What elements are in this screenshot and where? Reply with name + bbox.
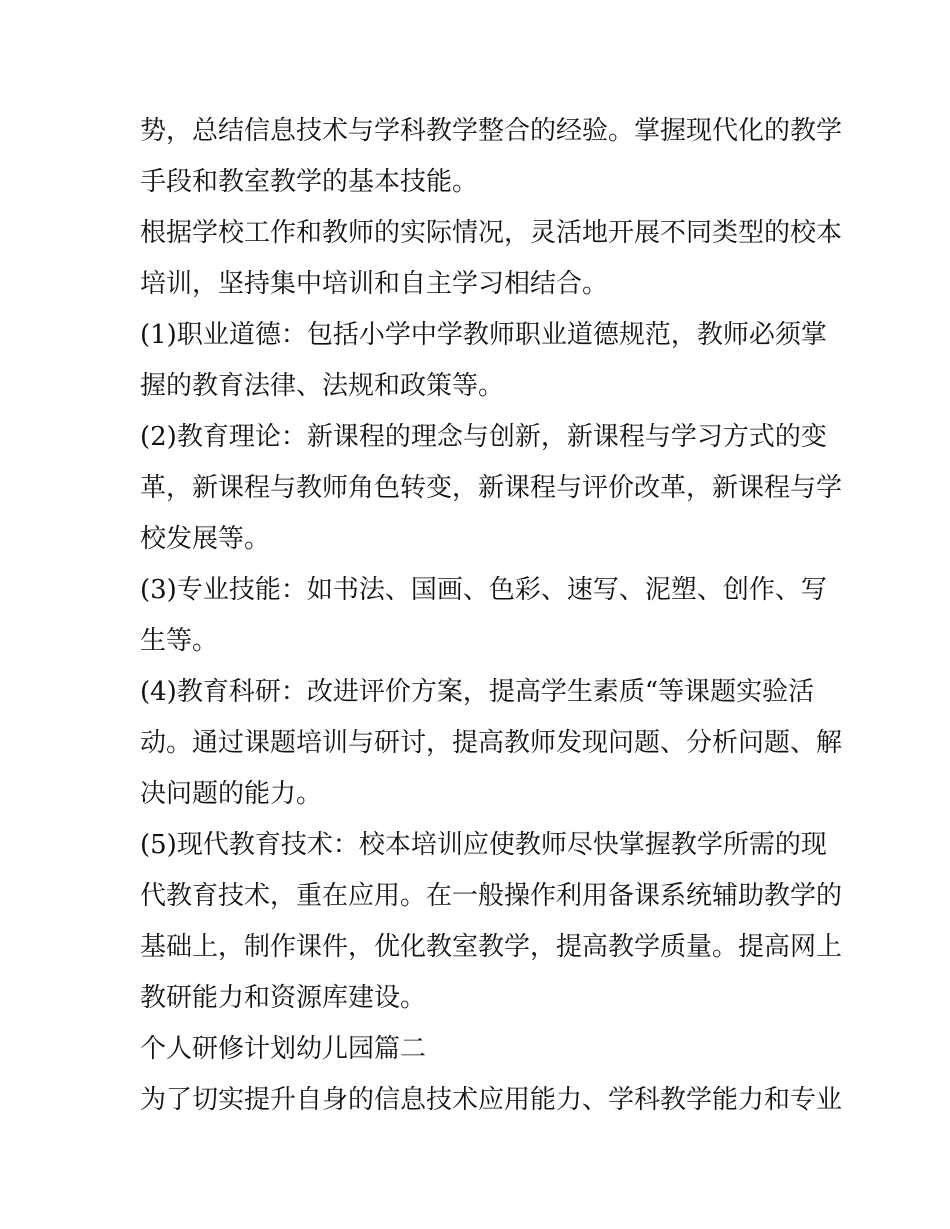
text-line: 生等。 bbox=[140, 626, 219, 656]
text-line: (4)教育科研：改进评价方案，提高学生素质“等课题实验活 bbox=[140, 677, 815, 707]
text-line: (5)现代教育技术：校本培训应使教师尽快掌握教学所需的现 bbox=[140, 830, 827, 860]
text-line: 校发展等。 bbox=[140, 524, 271, 554]
text-line: (3)专业技能：如书法、国画、色彩、速写、泥塑、创作、写 bbox=[140, 575, 827, 605]
text-line: (1)职业道德：包括小学中学教师职业道德规范，教师必须掌 bbox=[140, 320, 827, 350]
text-line: 代教育技术，重在应用。在一般操作利用备课系统辅助教学的 bbox=[140, 881, 843, 911]
text-line: 握的教育法律、法规和政策等。 bbox=[140, 371, 505, 401]
text-line: 根据学校工作和教师的实际情况，灵活地开展不同类型的校本 bbox=[140, 218, 843, 248]
text-line: 基础上，制作课件，优化教室教学，提高教学质量。提高网上 bbox=[140, 932, 843, 962]
text-line: 培训，坚持集中培训和自主学习相结合。 bbox=[140, 269, 609, 299]
text-line: (2)教育理论：新课程的理念与创新，新课程与学习方式的变 bbox=[140, 422, 827, 452]
text-line: 动。通过课题培训与研讨，提高教师发现问题、分析问题、解 bbox=[140, 728, 843, 758]
text-line: 势，总结信息技术与学科教学整合的经验。掌握现代化的教学 bbox=[140, 116, 843, 146]
text-line: 为了切实提升自身的信息技术应用能力、学科教学能力和专业 bbox=[140, 1085, 843, 1115]
text-line: 决问题的能力。 bbox=[140, 779, 323, 809]
section-heading: 个人研修计划幼儿园篇二 bbox=[140, 1034, 427, 1064]
document-body bbox=[140, 106, 843, 1126]
text-line: 教研能力和资源库建设。 bbox=[140, 983, 427, 1013]
text-line: 手段和教室教学的基本技能。 bbox=[140, 167, 479, 197]
text-line: 革，新课程与教师角色转变，新课程与评价改革，新课程与学 bbox=[140, 473, 843, 503]
